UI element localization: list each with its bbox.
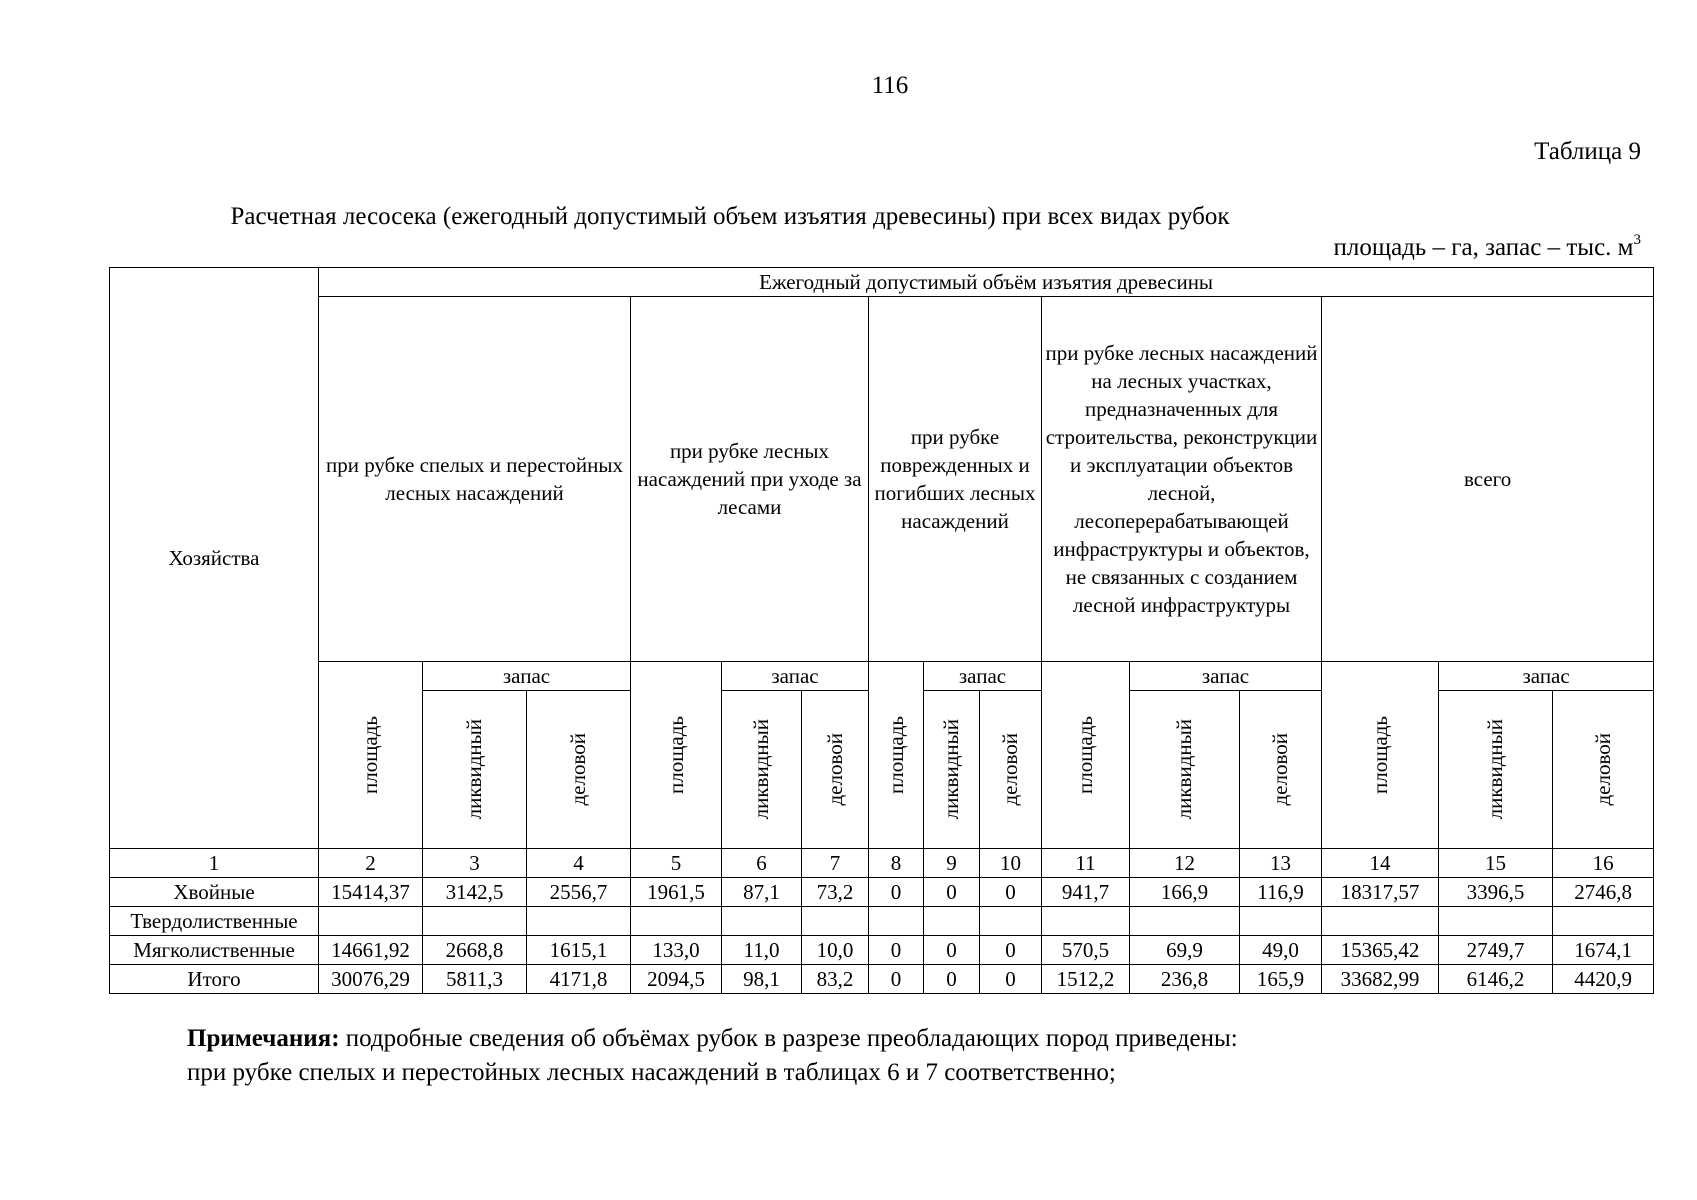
page-number: 116 bbox=[871, 72, 909, 99]
table-cell: 2094,5 bbox=[631, 965, 722, 994]
table-cell: 133,0 bbox=[631, 936, 722, 965]
table-cell: 6146,2 bbox=[1439, 965, 1553, 994]
area-header bbox=[869, 662, 924, 849]
area-label: площадь bbox=[358, 716, 383, 794]
liquid-header bbox=[1130, 691, 1240, 849]
table-cell: 0 bbox=[924, 936, 980, 965]
table-cell: 116,9 bbox=[1240, 878, 1322, 907]
row-name: Итого bbox=[110, 965, 319, 994]
table-cell bbox=[869, 907, 924, 936]
table-cell bbox=[527, 907, 631, 936]
table-cell: 941,7 bbox=[1042, 878, 1130, 907]
table-cell bbox=[1042, 907, 1130, 936]
table-row-total bbox=[110, 965, 1654, 994]
business-header bbox=[527, 691, 631, 849]
table-cell: 4420,9 bbox=[1553, 965, 1654, 994]
business-label: деловой bbox=[566, 733, 591, 806]
table-cell bbox=[319, 907, 423, 936]
table-cell: 236,8 bbox=[1130, 965, 1240, 994]
table-cell: 0 bbox=[924, 878, 980, 907]
table-cell: 5811,3 bbox=[423, 965, 527, 994]
group-header-mature-text: при рубке спелых и перестойных лесных насаждений bbox=[325, 453, 624, 505]
table-cell: 69,9 bbox=[1130, 936, 1240, 965]
table-cell: 15365,42 bbox=[1322, 936, 1439, 965]
table-cell: 18317,57 bbox=[1322, 878, 1439, 907]
column-number: 1 bbox=[110, 849, 319, 878]
table-row-softwood bbox=[110, 936, 1654, 965]
column-number: 13 bbox=[1240, 849, 1322, 878]
farms-header: Хозяйства bbox=[110, 268, 319, 849]
group-header-total-text: всего bbox=[1463, 467, 1512, 491]
table-cell: 0 bbox=[980, 878, 1042, 907]
group-header-construction bbox=[1042, 297, 1322, 662]
area-header bbox=[631, 662, 722, 849]
table-cell: 4171,8 bbox=[527, 965, 631, 994]
table-cell bbox=[1553, 907, 1654, 936]
stock-header: запас bbox=[722, 662, 869, 691]
units-text: площадь – га, запас – тыс. м bbox=[1333, 234, 1634, 261]
table-cell: 165,9 bbox=[1240, 965, 1322, 994]
group-header-damaged bbox=[869, 297, 1042, 662]
table-cell: 0 bbox=[924, 965, 980, 994]
group-header-total bbox=[1322, 297, 1654, 662]
table-cell: 10,0 bbox=[802, 936, 869, 965]
table-cell: 73,2 bbox=[802, 878, 869, 907]
table-cell: 2749,7 bbox=[1439, 936, 1553, 965]
table-cell: 30076,29 bbox=[319, 965, 423, 994]
row-name: Мягколиственные bbox=[110, 936, 319, 965]
table-row-hardwood bbox=[110, 907, 1654, 936]
business-header bbox=[1553, 691, 1654, 849]
table-cell bbox=[631, 907, 722, 936]
column-number: 12 bbox=[1130, 849, 1240, 878]
table-cell: 3142,5 bbox=[423, 878, 527, 907]
row-name: Хвойные bbox=[110, 878, 319, 907]
table-cell bbox=[1439, 907, 1553, 936]
business-header bbox=[1240, 691, 1322, 849]
area-header bbox=[1322, 662, 1439, 849]
table-cell: 1615,1 bbox=[527, 936, 631, 965]
table-cell: 83,2 bbox=[802, 965, 869, 994]
table-cell: 2556,7 bbox=[527, 878, 631, 907]
column-number: 16 bbox=[1553, 849, 1654, 878]
column-number: 3 bbox=[423, 849, 527, 878]
table-cell: 49,0 bbox=[1240, 936, 1322, 965]
table-row-coniferous bbox=[110, 878, 1654, 907]
table-cell: 3396,5 bbox=[1439, 878, 1553, 907]
notes-section bbox=[187, 1022, 1238, 1090]
liquid-header bbox=[924, 691, 980, 849]
business-header bbox=[980, 691, 1042, 849]
table-cell: 570,5 bbox=[1042, 936, 1130, 965]
area-header bbox=[1042, 662, 1130, 849]
stock-header: запас bbox=[924, 662, 1042, 691]
column-number: 4 bbox=[527, 849, 631, 878]
column-number: 14 bbox=[1322, 849, 1439, 878]
business-label: деловой bbox=[1268, 733, 1293, 806]
stock-header: запас bbox=[1439, 662, 1654, 691]
table-cell bbox=[980, 907, 1042, 936]
table-cell: 0 bbox=[980, 965, 1042, 994]
units-note bbox=[1333, 234, 1641, 262]
table-label: Таблица 9 bbox=[1534, 138, 1641, 165]
liquid-header bbox=[722, 691, 802, 849]
table-cell bbox=[802, 907, 869, 936]
table-cell: 11,0 bbox=[722, 936, 802, 965]
table-cell: 0 bbox=[869, 965, 924, 994]
table-cell: 2668,8 bbox=[423, 936, 527, 965]
table-cell: 0 bbox=[869, 878, 924, 907]
liquid-label: ликвидный bbox=[462, 719, 487, 820]
business-label: деловой bbox=[822, 733, 847, 806]
column-number: 6 bbox=[722, 849, 802, 878]
felling-table bbox=[109, 267, 1654, 994]
table-cell: 1512,2 bbox=[1042, 965, 1130, 994]
business-label: деловой bbox=[1591, 733, 1616, 806]
area-label: площадь bbox=[663, 716, 688, 794]
area-label: площадь bbox=[883, 716, 908, 794]
liquid-label: ликвидный bbox=[1483, 719, 1508, 820]
table-cell: 0 bbox=[869, 936, 924, 965]
units-superscript: 3 bbox=[1633, 232, 1641, 248]
group-header-damaged-text: при рубке поврежденных и погибших лесных насаждений bbox=[874, 425, 1036, 533]
column-number: 15 bbox=[1439, 849, 1553, 878]
group-header-care-text: при рубке лесных насаждений при уходе за лесами bbox=[637, 439, 862, 519]
column-number: 5 bbox=[631, 849, 722, 878]
column-number: 8 bbox=[869, 849, 924, 878]
stock-header: запас bbox=[423, 662, 631, 691]
area-label: площадь bbox=[1367, 716, 1392, 794]
area-label: площадь bbox=[1073, 716, 1098, 794]
notes-text-1: подробные сведения об объёмах рубок в разрезе преобладающих пород приведены: bbox=[339, 1025, 1238, 1052]
group-header-mature bbox=[319, 297, 631, 662]
liquid-label: ликвидный bbox=[1172, 719, 1197, 820]
table-cell: 0 bbox=[980, 936, 1042, 965]
column-number-row bbox=[110, 849, 1654, 878]
table-cell: 15414,37 bbox=[319, 878, 423, 907]
table-title: Расчетная лесосека (ежегодный допустимый объем изъятия древесины) при всех видах рубок bbox=[230, 203, 1230, 230]
column-number: 11 bbox=[1042, 849, 1130, 878]
group-header-construction-text: при рубке лесных насаждений на лесных участках, предназначенных для строительства, реконструкции и эксплуатации объектов лесной, лесоперерабатывающей инфраструктуры и объектов, не связанных с созданием лесной инфраструктуры bbox=[1045, 341, 1318, 617]
column-number: 2 bbox=[319, 849, 423, 878]
table-cell: 87,1 bbox=[722, 878, 802, 907]
table-cell bbox=[924, 907, 980, 936]
table-cell bbox=[423, 907, 527, 936]
table-cell bbox=[1240, 907, 1322, 936]
liquid-header bbox=[423, 691, 527, 849]
notes-line-1 bbox=[187, 1022, 1238, 1056]
table-cell: 33682,99 bbox=[1322, 965, 1439, 994]
table-cell: 98,1 bbox=[722, 965, 802, 994]
liquid-label: ликвидный bbox=[939, 719, 964, 820]
notes-line-2: при рубке спелых и перестойных лесных насаждений в таблицах 6 и 7 соответственно; bbox=[187, 1059, 1116, 1086]
table-cell: 1674,1 bbox=[1553, 936, 1654, 965]
table-cell: 14661,92 bbox=[319, 936, 423, 965]
table-cell: 1961,5 bbox=[631, 878, 722, 907]
stock-header: запас bbox=[1130, 662, 1322, 691]
row-name: Твердолиственные bbox=[110, 907, 319, 936]
notes-label: Примечания: bbox=[187, 1025, 340, 1052]
business-header bbox=[802, 691, 869, 849]
business-label: деловой bbox=[998, 733, 1023, 806]
area-header bbox=[319, 662, 423, 849]
annual-volume-header: Ежегодный допустимый объём изъятия древесины bbox=[319, 268, 1654, 297]
table-cell bbox=[722, 907, 802, 936]
column-number: 9 bbox=[924, 849, 980, 878]
table-cell bbox=[1130, 907, 1240, 936]
liquid-label: ликвидный bbox=[749, 719, 774, 820]
table-cell bbox=[1322, 907, 1439, 936]
group-header-care bbox=[631, 297, 869, 662]
table-cell: 2746,8 bbox=[1553, 878, 1654, 907]
table-cell: 166,9 bbox=[1130, 878, 1240, 907]
column-number: 10 bbox=[980, 849, 1042, 878]
column-number: 7 bbox=[802, 849, 869, 878]
liquid-header bbox=[1439, 691, 1553, 849]
